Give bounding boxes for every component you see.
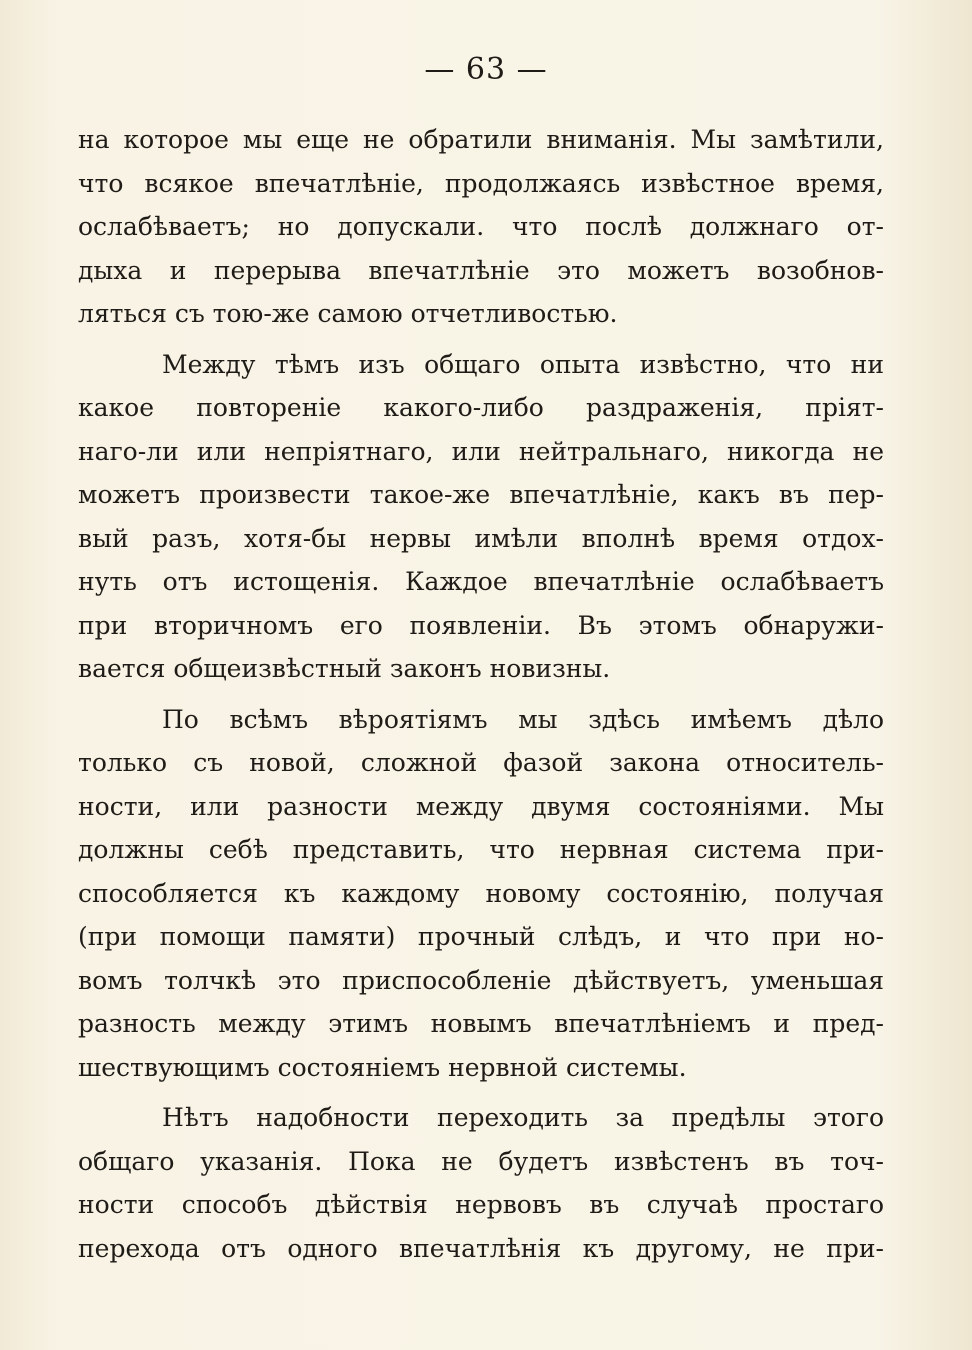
paragraph bbox=[78, 698, 884, 1090]
text-line: ослабѣваетъ; но допускали. что послѣ должнаго от- bbox=[78, 212, 884, 241]
page-text bbox=[78, 118, 884, 1270]
text-line: (при помощи памяти) прочный слѣдъ, и что при но- bbox=[78, 922, 884, 951]
text-line: вается общеизвѣстный законъ новизны. bbox=[78, 654, 611, 683]
text-line: на которое мы еще не обратили вниманія. Мы замѣтили, bbox=[78, 125, 884, 154]
text-line: нуть отъ истощенія. Каждое впечатлѣніе ослабѣваетъ bbox=[78, 567, 884, 596]
text-line: разность между этимъ новымъ впечатлѣніемъ и пред- bbox=[78, 1009, 884, 1038]
text-line: Между тѣмъ изъ общаго опыта извѣстно, что ни bbox=[162, 349, 884, 379]
page-number: — 63 — bbox=[424, 52, 548, 87]
paragraph bbox=[78, 118, 884, 336]
text-line: Нѣтъ надобности переходить за предѣлы этого bbox=[162, 1103, 884, 1132]
text-line: дыха и перерыва впечатлѣніе это можетъ возобнов- bbox=[78, 255, 884, 285]
text-line: способляется къ каждому новому состоянію, получая bbox=[78, 878, 884, 908]
text-line: По всѣмъ вѣроятіямъ мы здѣсь имѣемъ дѣло bbox=[162, 704, 884, 734]
text-line: перехода отъ одного впечатлѣнія къ другому, не при- bbox=[78, 1233, 884, 1263]
text-line: можетъ произвести такое-же впечатлѣніе, какъ въ пер- bbox=[78, 480, 884, 509]
text-line: вый разъ, хотя-бы нервы имѣли вполнѣ время отдох- bbox=[78, 523, 884, 553]
text-line: ляться съ тою-же самою отчетливостью. bbox=[78, 299, 618, 328]
text-line: ности, или разности между двумя состояніями. Мы bbox=[78, 791, 884, 821]
text-line: что всякое впечатлѣніе, продолжаясь извѣстное время, bbox=[78, 168, 884, 198]
text-line: общаго указанія. Пока не будетъ извѣстенъ въ точ- bbox=[78, 1146, 884, 1176]
text-line: при вторичномъ его появленіи. Въ этомъ обнаружи- bbox=[78, 610, 884, 640]
paragraph bbox=[78, 1096, 884, 1270]
text-line: какое повтореніе какого-либо раздраженія, пріят- bbox=[78, 393, 884, 422]
text-line: вомъ толчкѣ это приспособленіе дѣйствуетъ, уменьшая bbox=[78, 965, 884, 995]
text-line: только съ новой, сложной фазой закона относитель- bbox=[78, 748, 884, 777]
paragraph bbox=[78, 343, 884, 691]
text-line: наго-ли или непріятнаго, или нейтральнаго, никогда не bbox=[78, 436, 884, 466]
text-line: должны себѣ представить, что нервная система при- bbox=[78, 835, 884, 864]
text-line: ности способъ дѣйствія нервовъ въ случаѣ простаго bbox=[78, 1190, 884, 1219]
text-line: шествующимъ состояніемъ нервной системы. bbox=[78, 1052, 687, 1082]
